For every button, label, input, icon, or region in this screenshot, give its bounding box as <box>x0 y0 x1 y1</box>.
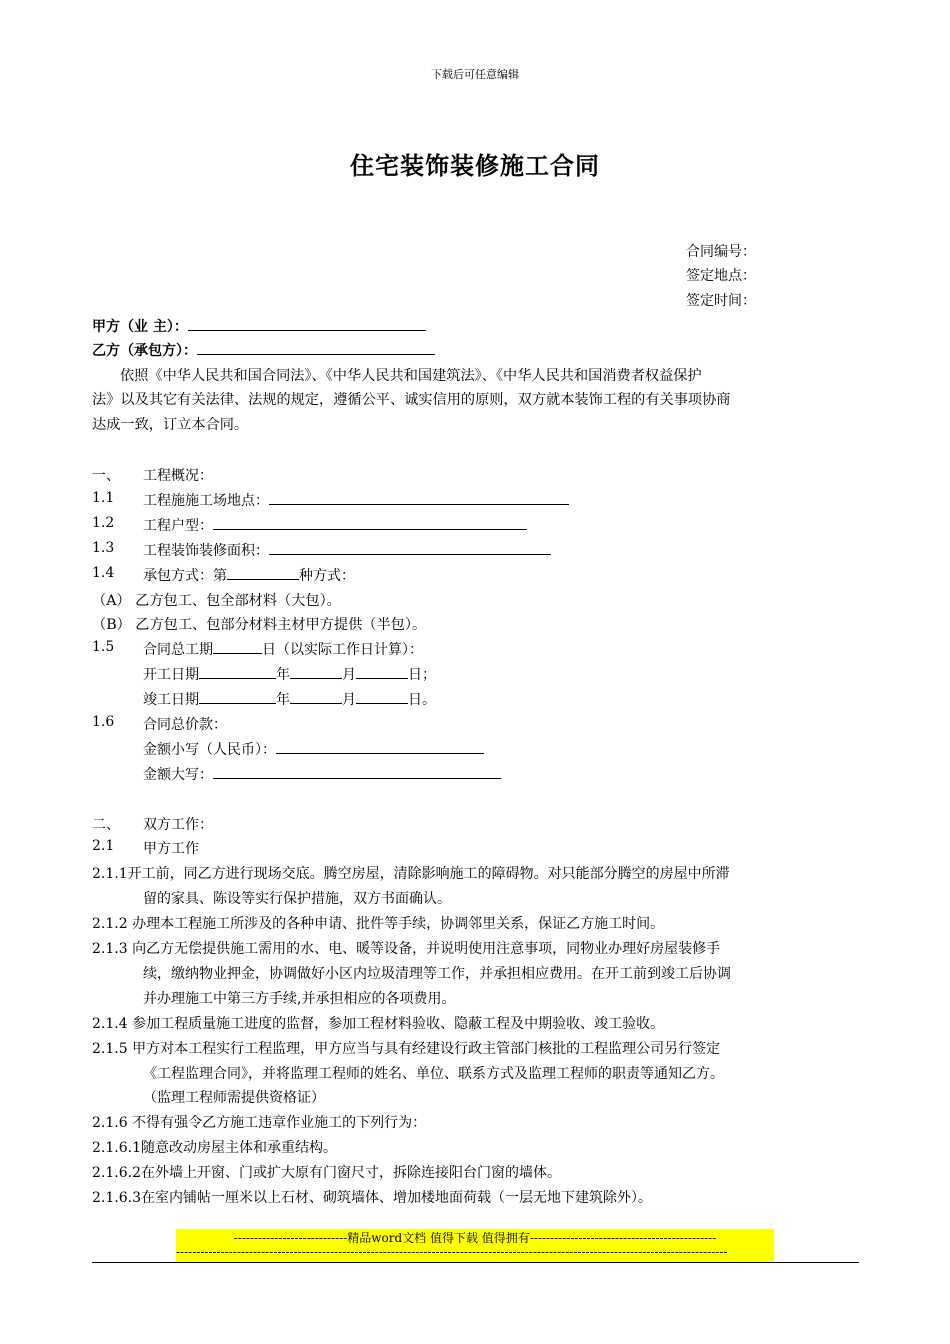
clause-2-1-6: 2.1.6 不得有强令乙方施工违章作业施工的下列行为： <box>92 1115 427 1131</box>
area-blank <box>269 540 551 555</box>
amount-big-label: 金额大写： <box>143 767 213 783</box>
clause-2-1-6-3: 2.1.6.3在室内铺帖一厘米以上石材、砌筑墙体、增加楼地面荷载（一层无地下建筑除外）。 <box>92 1190 652 1206</box>
clause-2-1-6-2: 2.1.6.2在外墙上开窗、门或扩大原有门窗尺寸，拆除连接阳台门窗的墙体。 <box>92 1165 561 1181</box>
party-b-row <box>92 340 435 360</box>
section-2-title: 双方工作： <box>143 817 213 833</box>
footer-rule <box>92 1262 859 1263</box>
end-day-blank <box>356 689 408 704</box>
clause-2-1-3-line-1: 2.1.3 向乙方无偿提供施工需用的水、电、暖等设备，并说明使用注意事项，同物业办理好房屋装修手 <box>92 941 721 957</box>
item-1-6-label: 合同总价款： <box>143 717 227 733</box>
contract-mode-blank <box>227 565 299 580</box>
section-1-number: 一、 <box>92 468 120 484</box>
item-1-2 <box>143 515 527 535</box>
item-1-4-label: 承包方式：第 <box>143 568 227 584</box>
start-day-blank <box>356 664 408 679</box>
clause-2-1-5-line-3: （监理工程师需提供资格证） <box>143 1090 325 1106</box>
clause-2-1-1-line-2: 留的家具、陈设等实行保护措施，双方书面确认。 <box>143 891 451 907</box>
item-1-5-suffix: 日（以实际工作日计算）： <box>262 642 423 658</box>
item-1-5-number: 1.5 <box>92 639 115 655</box>
header-note: 下载后可任意编辑 <box>431 68 519 81</box>
start-year-blank <box>199 664 276 679</box>
amount-small-blank <box>276 739 484 754</box>
clause-2-1-2: 2.1.2 办理本工程施工所涉及的各种申请、批件等手续，协调邻里关系，保证乙方施工时间。 <box>92 916 665 932</box>
item-1-3 <box>143 540 551 560</box>
end-day-label: 日。 <box>408 692 436 708</box>
party-a-blank <box>188 316 426 331</box>
clause-2-1-5-line-2: 《工程监理合同》，并将监理工程师的姓名、单位、联系方式及监理工程师的职责等通知乙方。 <box>143 1066 724 1082</box>
item-1-2-label: 工程户型： <box>143 518 213 534</box>
clause-2-1-6-1: 2.1.6.1随意改动房屋主体和承重结构。 <box>92 1140 337 1156</box>
amount-small-row <box>143 739 484 759</box>
section-2-number: 二、 <box>92 817 120 833</box>
item-1-6-number: 1.6 <box>92 714 115 730</box>
end-date-row <box>143 689 436 709</box>
item-1-5-label: 合同总工期 <box>143 642 213 658</box>
amount-small-label: 金额小写（人民币）： <box>143 742 276 758</box>
start-day-label: 日； <box>408 667 436 683</box>
intro-line-1: 依照《中华人民共和国合同法》、《中华人民共和国建筑法》、《中华人民共和国消费者权益保护 <box>120 368 702 384</box>
section-1-title: 工程概况： <box>143 468 213 484</box>
item-2-1-number: 2.1 <box>92 838 115 854</box>
end-month-blank <box>290 689 342 704</box>
contract-number-label: 合同编号： <box>686 244 756 260</box>
item-1-1-label: 工程施施工场地点： <box>143 493 269 509</box>
start-month-blank <box>290 664 342 679</box>
start-year-label: 年 <box>276 667 290 683</box>
item-1-1-number: 1.1 <box>92 490 115 506</box>
document-title: 住宅装饰装修施工合同 <box>350 152 600 180</box>
party-a-label: 甲方（业 主）： <box>92 319 188 335</box>
intro-line-3: 达成一致，订立本合同。 <box>92 417 249 433</box>
amount-big-blank <box>213 764 501 779</box>
end-year-label: 年 <box>276 692 290 708</box>
item-1-4-number: 1.4 <box>92 565 115 581</box>
item-2-1-label: 甲方工作 <box>143 841 199 857</box>
signing-time-label: 签定时间： <box>686 293 756 309</box>
party-b-blank <box>197 340 435 355</box>
party-a-row <box>92 316 426 336</box>
clause-2-1-4: 2.1.4 参加工程质量施工进度的监督，参加工程材料验收、隐蔽工程及中期验收、竣工验收。 <box>92 1016 665 1032</box>
footer-line-2: ---------------------------------------------------------------------------------------------------------------------------------------- <box>176 1245 728 1259</box>
item-1-1 <box>143 490 569 510</box>
item-1-3-label: 工程装饰装修面积： <box>143 543 269 559</box>
item-1-4 <box>143 565 355 585</box>
clause-2-1-3-line-3: 并办理施工中第三方手续,并承担相应的各项费用。 <box>143 991 456 1007</box>
site-address-blank <box>269 490 569 505</box>
start-month-label: 月 <box>342 667 356 683</box>
footer-line-1: ----------------------------精品word文档 值得下载 值得拥有---------------------------------------------- <box>233 1231 717 1245</box>
start-date-label: 开工日期 <box>143 667 199 683</box>
party-b-label: 乙方（承包方）： <box>92 343 197 359</box>
duration-blank <box>213 639 262 654</box>
start-date-row <box>143 664 436 684</box>
item-1-2-number: 1.2 <box>92 515 115 531</box>
item-1-3-number: 1.3 <box>92 540 115 556</box>
end-month-label: 月 <box>342 692 356 708</box>
house-type-blank <box>213 515 527 530</box>
end-date-label: 竣工日期 <box>143 692 199 708</box>
item-1-5 <box>143 639 423 659</box>
option-b: （B） 乙方包工、包部分材料主材甲方提供（半包）。 <box>92 617 427 633</box>
clause-2-1-3-line-2: 续，缴纳物业押金，协调做好小区内垃圾清理等工作，并承担相应费用。在开工前到竣工后协调 <box>143 966 731 982</box>
signing-place-label: 签定地点： <box>686 268 756 284</box>
item-1-4-suffix: 种方式： <box>299 568 355 584</box>
amount-big-row <box>143 764 501 784</box>
clause-2-1-1-line-1: 2.1.1开工前，同乙方进行现场交底。腾空房屋，清除影响施工的障碍物。对只能部分腾空的房屋中所滞 <box>92 866 730 882</box>
option-a: （A） 乙方包工、包全部材料（大包）。 <box>92 593 341 609</box>
intro-line-2: 法》以及其它有关法律、法规的规定，遵循公平、诚实信用的原则，双方就本装饰工程的有关事项协商 <box>92 392 731 408</box>
clause-2-1-5-line-1: 2.1.5 甲方对本工程实行工程监理，甲方应当与具有经建设行政主管部门核批的工程监理公司另行签定 <box>92 1041 721 1057</box>
end-year-blank <box>199 689 276 704</box>
